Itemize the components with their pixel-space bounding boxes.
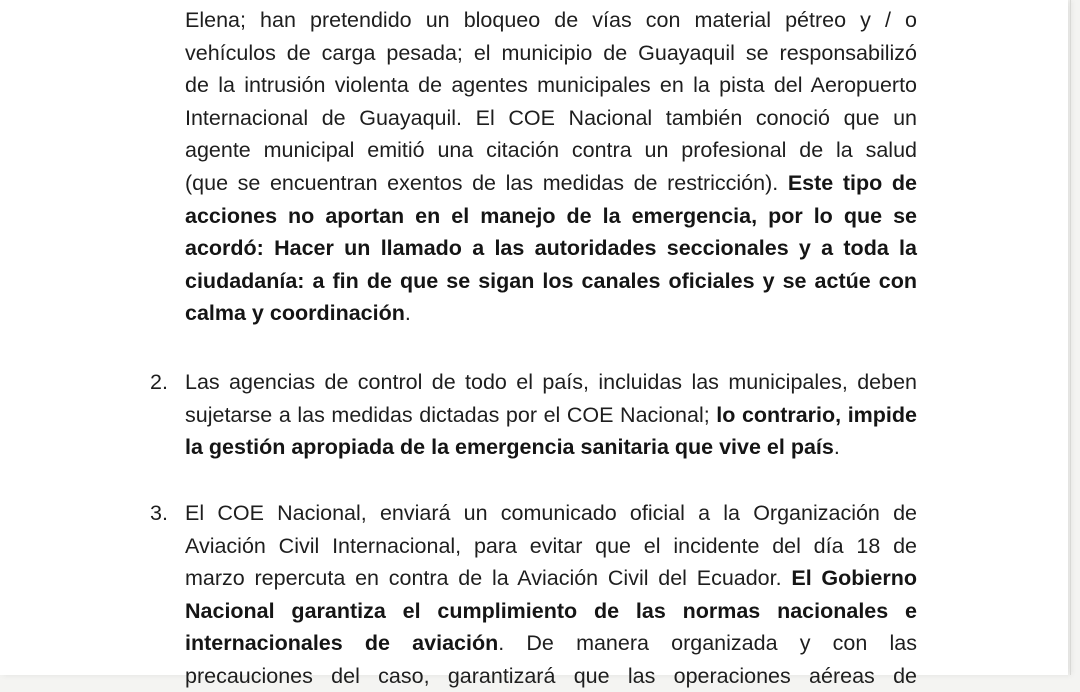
body-text: Elena; han pretendido un bloqueo de vías con material pétreo y / o [185,8,917,32]
item-3-line [185,562,917,594]
paragraph-1-line [185,297,917,329]
paragraph-1-line [185,37,917,69]
body-text: de la intrusión violenta de agentes municipales en la pista del Aeropuerto [185,73,917,98]
bold-text: El Gobierno [791,566,917,591]
body-text: vehículos de carga pesada; el municipio de Guayaquil se responsabilizó [185,40,917,65]
bold-text: ciudadanía: a fin de que se sigan los canales oficiales y se actúe con [185,268,917,293]
bold-text: acciones no aportan en el manejo de la emergencia, por lo que se [185,203,917,228]
bold-text: Nacional garantiza el cumplimiento de las normas nacionales e [185,598,917,623]
item-2-line [185,366,917,398]
body-text: El COE Nacional, enviará un comunicado oficial a la Organización de [185,501,917,525]
paragraph-1-line [185,102,917,134]
body-text: Internacional de Guayaquil. El COE Nacional también conoció que un [185,105,917,130]
bold-text: lo contrario, impide [716,402,917,427]
paragraph-1-line [185,232,917,264]
body-text: . [833,435,840,460]
bold-text: acordó: Hacer un llamado a las autoridades seccionales y a toda la [185,236,917,261]
paragraph-1-line [185,167,917,199]
paragraph-1-line [185,265,917,297]
bold-text: internacionales de aviación [185,631,499,656]
page-edge [1070,0,1071,675]
item-3-line [185,497,917,529]
item-3-line [185,627,917,659]
body-text: . De manera organizada y con las [498,631,917,656]
bold-text: calma y coordinación [185,301,405,326]
item-2-line [185,431,917,463]
body-text: . [404,301,411,326]
list-number-3: 3. [150,501,168,525]
body-text: (que se encuentran exentos de las medidas de restricción). [185,171,788,195]
bold-text: Este tipo de [787,171,917,195]
item-3-line [185,660,917,692]
paragraph-1-line [185,200,917,232]
paragraph-1-line [185,4,917,36]
item-3-line [185,530,917,562]
list-number-2: 2. [150,370,168,394]
paragraph-1-line [185,134,917,166]
body-text: Aviación Civil Internacional, para evitar que el incidente del día 18 de [185,533,917,558]
item-3-line [185,595,917,627]
body-text: precauciones del caso, garantizará que las operaciones aéreas de [185,664,917,688]
body-text: Las agencias de control de todo el país, incluidas las municipales, deben [185,370,917,394]
body-text: agente municipal emitió una citación contra un profesional de la salud [185,138,917,163]
body-text: sujetarse a las medidas dictadas por el COE Nacional; [185,402,717,427]
item-2-line [185,399,917,431]
paragraph-1-line [185,69,917,101]
bold-text: la gestión apropiada de la emergencia sanitaria que vive el país [185,435,834,460]
body-text: marzo repercuta en contra de la Aviación Civil del Ecuador. [185,566,792,591]
